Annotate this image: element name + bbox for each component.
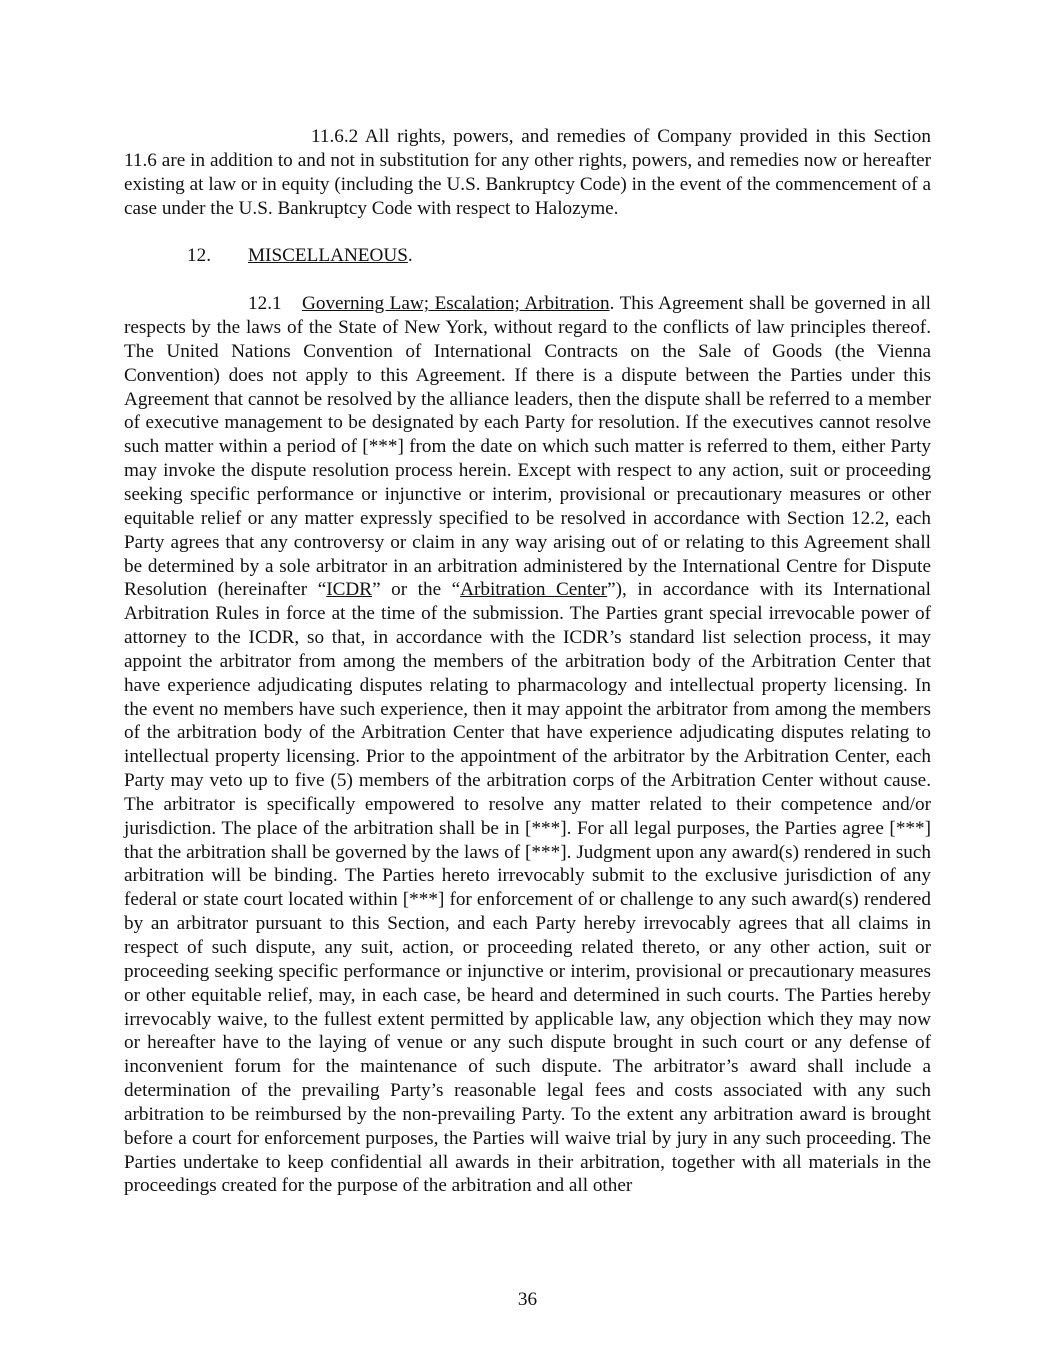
page-number: 36 [517, 1289, 538, 1310]
section-11-6-2-text: All rights, powers, and remedies of Company provided in this Section 11.6 are in addition to and not in substitution for any other rights, powers, and remedies now or hereafter existing at law or in equity (including the U.S. Bankruptcy Code) in the event of the commencement of a case under the U.S. Bankruptcy Code with respect to Halozyme. [124, 126, 931, 219]
document-page-body [124, 125, 931, 1198]
section-11-6-2-paragraph [124, 125, 931, 220]
section-11-6-2-number: 11.6.2 [311, 126, 359, 147]
section-12-trailing: . [407, 245, 413, 267]
section-12-heading [124, 244, 931, 268]
defined-term-arbitration-center: Arbitration Center [460, 579, 608, 601]
section-12-1-title: Governing Law; Escalation; Arbitration [302, 293, 610, 315]
section-12-1-text-part-2: ” or the “ [372, 579, 461, 601]
section-12-1-text-part-3: ”), in accordance with its International Arbitration Rules in force at the time of the submission. The Parties grant special irrevocable power of attorney to the ICDR, so that, in accordance with the ICDR’s standard list selection process, it may appoint the arbitrator from among the members of the arbitration body of the Arbitration Center that have experience adjudicating disputes relating to pharmacology and intellectual property licensing. In the event no members have such experience, then it may appoint the arbitrator from among the members of the arbitration body of the Arbitration Center that have experience adjudicating disputes relating to intellectual property licensing. Prior to the appointment of the arbitrator by the Arbitration Center, each Party may veto up to five (5) members of the arbitration corps of the Arbitration Center without cause. The arbitrator is specifically empowered to resolve any matter related to their competence and/or jurisdiction. The place of the arbitration shall be in [***]. For all legal purposes, the Parties agree [***] that the arbitration shall be governed by the laws of [***]. Judgment upon any award(s) rendered in such arbitration will be binding. The Parties hereto irrevocably submit to the exclusive jurisdiction of any federal or state court located within [***] for enforcement of or challenge to any such award(s) rendered by an arbitrator pursuant to this Section, and each Party hereby irrevocably agrees that all claims in respect of such dispute, any suit, action, or proceeding related thereto, or any other action, suit or proceeding seeking specific performance or injunctive or interim, provisional or precautionary measures or other equitable relief, may, in each case, be heard and determined in such courts. The Parties hereby irrevocably waive, to the fullest extent permitted by applicable law, any objection which they may now or hereafter have to the laying of venue or any such dispute brought in such court or any defense of inconvenient forum for the maintenance of such dispute. The arbitrator’s award shall include a determination of the prevailing Party’s reasonable legal fees and costs associated with any such arbitration to be reimbursed by the non-prevailing Party. To the extent any arbitration award is brought before a court for enforcement purposes, the Parties will waive trial by jury in any such proceeding. The Parties undertake to keep confidential all awards in their arbitration, together with all materials in the proceedings created for the purpose of the arbitration and all other [124, 579, 932, 1197]
section-12-number: 12. [187, 245, 211, 267]
section-12-1-text-part-1: . This Agreement shall be governed in all respects by the laws of the State of New York, without regard to the conflicts of law principles thereof. The United Nations Convention of International Contracts on the Sale of Goods (the Vienna Convention) does not apply to this Agreement. If there is a dispute between the Parties under this Agreement that cannot be resolved by the alliance leaders, then the dispute shall be referred to a member of executive management to be designated by each Party for resolution. If the executives cannot resolve such matter within a period of [***] from the date on which such matter is referred to them, either Party may invoke the dispute resolution process herein. Except with respect to any action, suit or proceeding seeking specific performance or injunctive or interim, provisional or precautionary measures or other equitable relief or any matter expressly specified to be resolved in accordance with Section 12.2, each Party agrees that any controversy or claim in any way arising out of or relating to this Agreement shall be determined by a sole arbitrator in an arbitration administered by the International Centre for Dispute Resolution (hereinafter “ [124, 293, 931, 601]
defined-term-icdr: ICDR [326, 579, 373, 601]
section-12-1-paragraph [124, 292, 931, 1198]
section-12-1-number: 12.1 [248, 293, 282, 315]
section-12-title: MISCELLANEOUS [248, 245, 408, 267]
